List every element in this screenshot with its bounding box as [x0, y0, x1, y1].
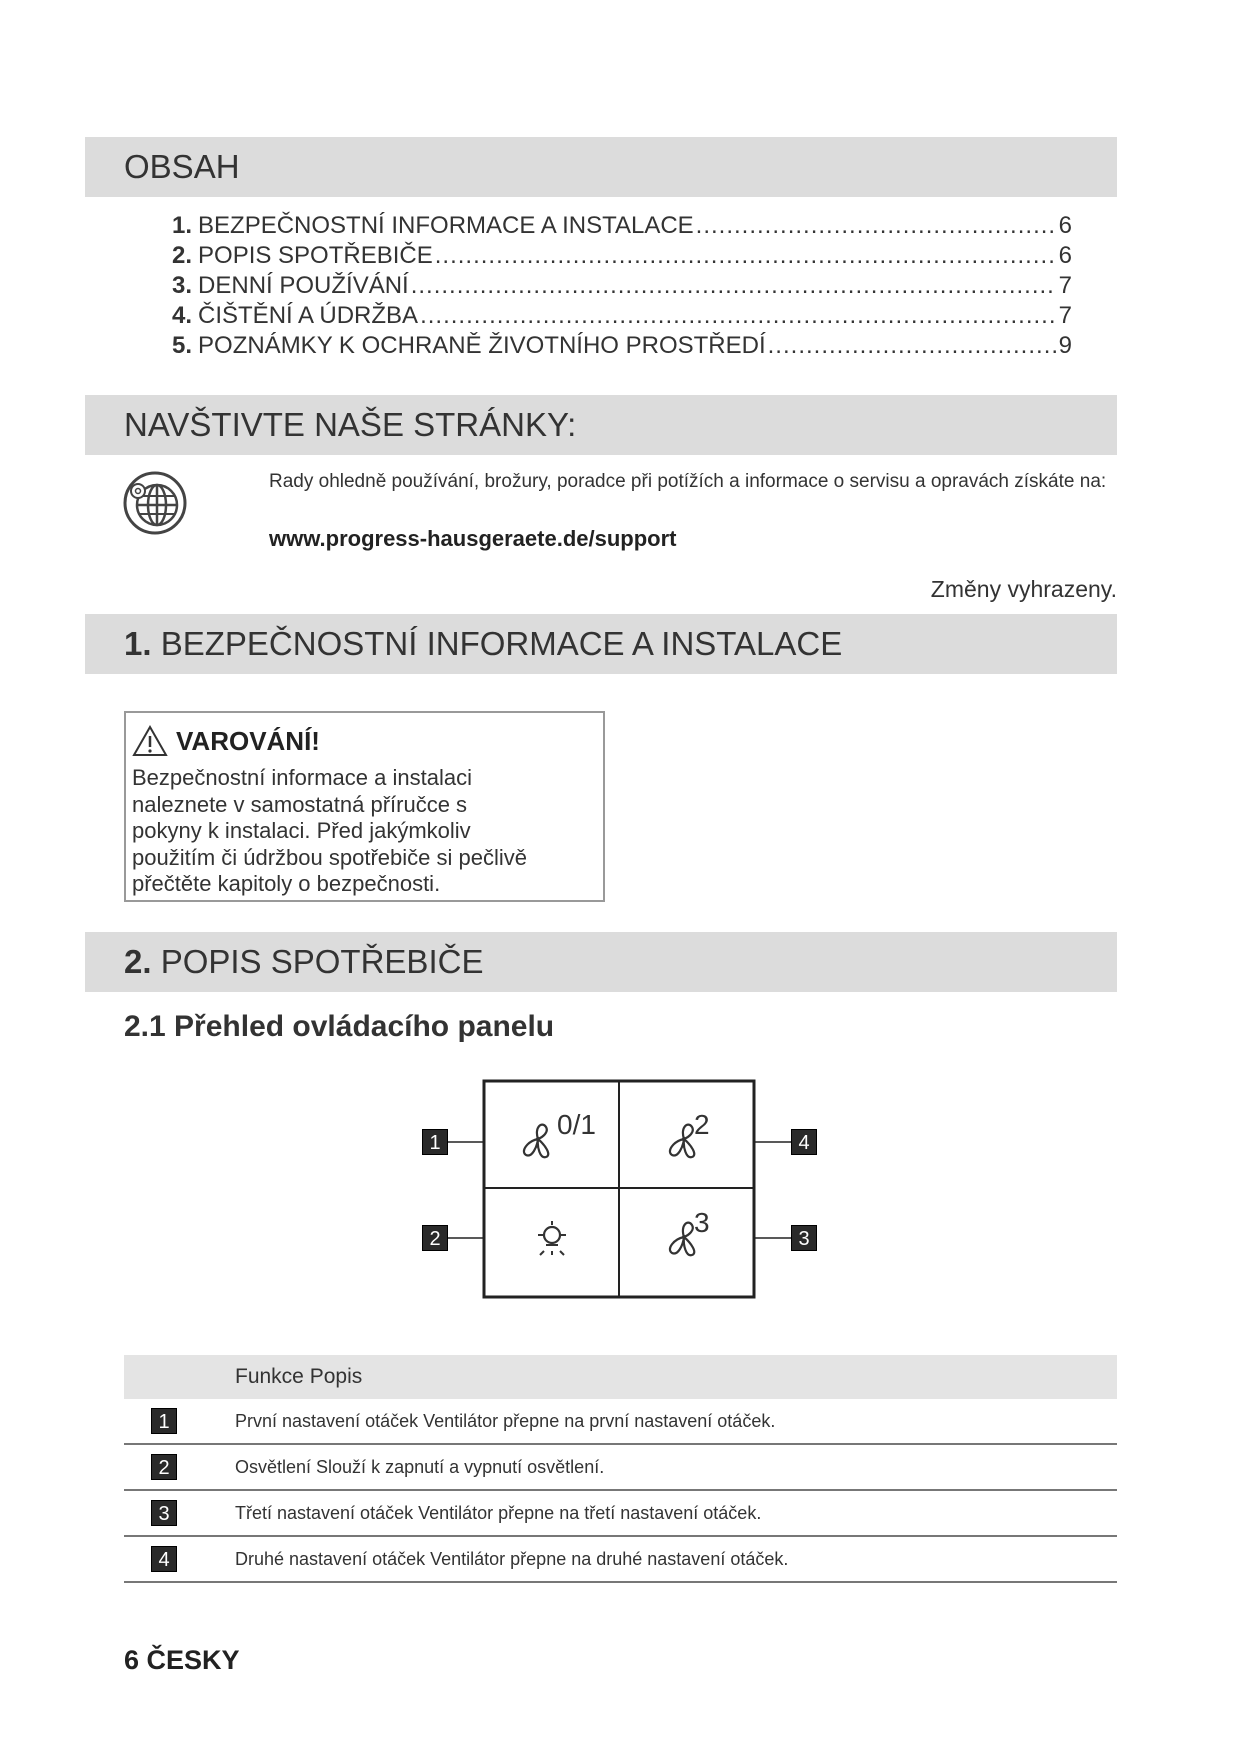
- table-header-label: Funkce Popis: [235, 1365, 363, 1388]
- toc-label: ČIŠTĚNÍ A ÚDRŽBA: [198, 302, 419, 329]
- warning-box: [124, 711, 605, 902]
- key-label: 2: [694, 1109, 710, 1140]
- table-header: [124, 1355, 1117, 1399]
- row-key: 4: [151, 1546, 177, 1572]
- toc-label: DENNÍ POUŽÍVÁNÍ: [198, 272, 409, 299]
- warning-line: použitím či údržbou spotřebiče si pečlivě: [132, 844, 527, 870]
- panel-overview-heading: 2.1 Přehled ovládacího panelu: [124, 1010, 555, 1043]
- toc-leader: [435, 242, 1057, 270]
- toc-number: 5.: [172, 332, 193, 359]
- toc-page: 7: [1058, 302, 1072, 329]
- visit-title: NAVŠTIVTE NAŠE STRÁNKY:: [124, 406, 577, 443]
- warning-triangle-icon: [132, 725, 168, 757]
- toc-page: 7: [1058, 272, 1072, 299]
- row-key: 1: [151, 1408, 177, 1434]
- toc-label: BEZPEČNOSTNÍ INFORMACE A INSTALACE: [198, 212, 694, 239]
- callout-4: 4: [791, 1129, 817, 1155]
- key-label: 0/1: [557, 1109, 596, 1140]
- toc-leader: [768, 332, 1057, 360]
- row-text: Třetí nastavení otáček Ventilátor přepne na třetí nastavení otáček.: [235, 1502, 762, 1523]
- row-text: Druhé nastavení otáček Ventilátor přepne na druhé nastavení otáček.: [235, 1548, 789, 1569]
- page-footer: 6 ČESKY: [124, 1645, 240, 1675]
- section2-heading: [85, 932, 1117, 992]
- table-of-contents: [172, 212, 1072, 362]
- contents-title: OBSAH: [124, 148, 240, 185]
- warning-line: naleznete v samostatná příručce s: [132, 791, 468, 817]
- contents-heading: [85, 137, 1117, 197]
- table-row: [124, 1399, 1117, 1445]
- row-key: 3: [151, 1500, 177, 1526]
- toc-item[interactable]: [172, 242, 1072, 272]
- toc-number: 2.: [172, 242, 193, 269]
- toc-page: 9: [1058, 332, 1072, 359]
- row-text: První nastavení otáček Ventilátor přepne na první nastavení otáček.: [235, 1410, 776, 1431]
- section2-title: POPIS SPOTŘEBIČE: [160, 943, 484, 980]
- table-row: [124, 1491, 1117, 1537]
- row-key: 2: [151, 1454, 177, 1480]
- section2-number: 2.: [124, 943, 152, 980]
- warning-title: VAROVÁNÍ!: [176, 725, 320, 756]
- key-label: 3: [694, 1207, 710, 1238]
- section1-number: 1.: [124, 625, 152, 662]
- row-text: Osvětlení Slouží k zapnutí a vypnutí osvětlení.: [235, 1456, 605, 1477]
- toc-number: 1.: [172, 212, 193, 239]
- table-row: [124, 1445, 1117, 1491]
- toc-label: POPIS SPOTŘEBIČE: [198, 242, 433, 269]
- toc-label: POZNÁMKY K OCHRANĚ ŽIVOTNÍHO PROSTŘEDÍ: [198, 332, 766, 359]
- toc-leader: [411, 272, 1057, 300]
- visit-heading: [85, 395, 1117, 455]
- warning-line: přečtěte kapitoly o bezpečnosti.: [132, 871, 441, 896]
- toc-item[interactable]: [172, 332, 1072, 362]
- toc-item[interactable]: [172, 212, 1072, 242]
- warning-line: Bezpečnostní informace a instalaci: [132, 765, 472, 790]
- table-row: [124, 1537, 1117, 1583]
- toc-item[interactable]: [172, 272, 1072, 302]
- toc-page: 6: [1058, 242, 1072, 269]
- warning-text: [132, 765, 597, 898]
- control-panel-diagram: [410, 1075, 840, 1315]
- toc-page: 6: [1058, 212, 1072, 239]
- toc-number: 3.: [172, 272, 193, 299]
- warning-line: pokyny k instalaci. Před jakýmkoliv: [132, 818, 471, 843]
- globe-icon: [122, 470, 188, 536]
- callout-3: 3: [791, 1225, 817, 1251]
- callout-2: 2: [422, 1225, 448, 1251]
- toc-item[interactable]: [172, 302, 1072, 332]
- section1-title: BEZPEČNOSTNÍ INFORMACE A INSTALACE: [160, 625, 843, 662]
- rights-note: Změny vyhrazeny.: [930, 576, 1117, 602]
- toc-number: 4.: [172, 302, 193, 329]
- toc-leader: [420, 302, 1057, 330]
- visit-description: Rady ohledně používání, brožury, poradce při potížích a informace o servisu a opravách získáte na:: [269, 471, 1107, 492]
- function-table: [124, 1355, 1117, 1583]
- support-link[interactable]: www.progress-hausgeraete.de/support: [269, 526, 677, 551]
- toc-leader: [696, 212, 1057, 240]
- callout-1: 1: [422, 1129, 448, 1155]
- light-bulb-icon: [530, 1217, 574, 1261]
- section1-heading: [85, 614, 1117, 674]
